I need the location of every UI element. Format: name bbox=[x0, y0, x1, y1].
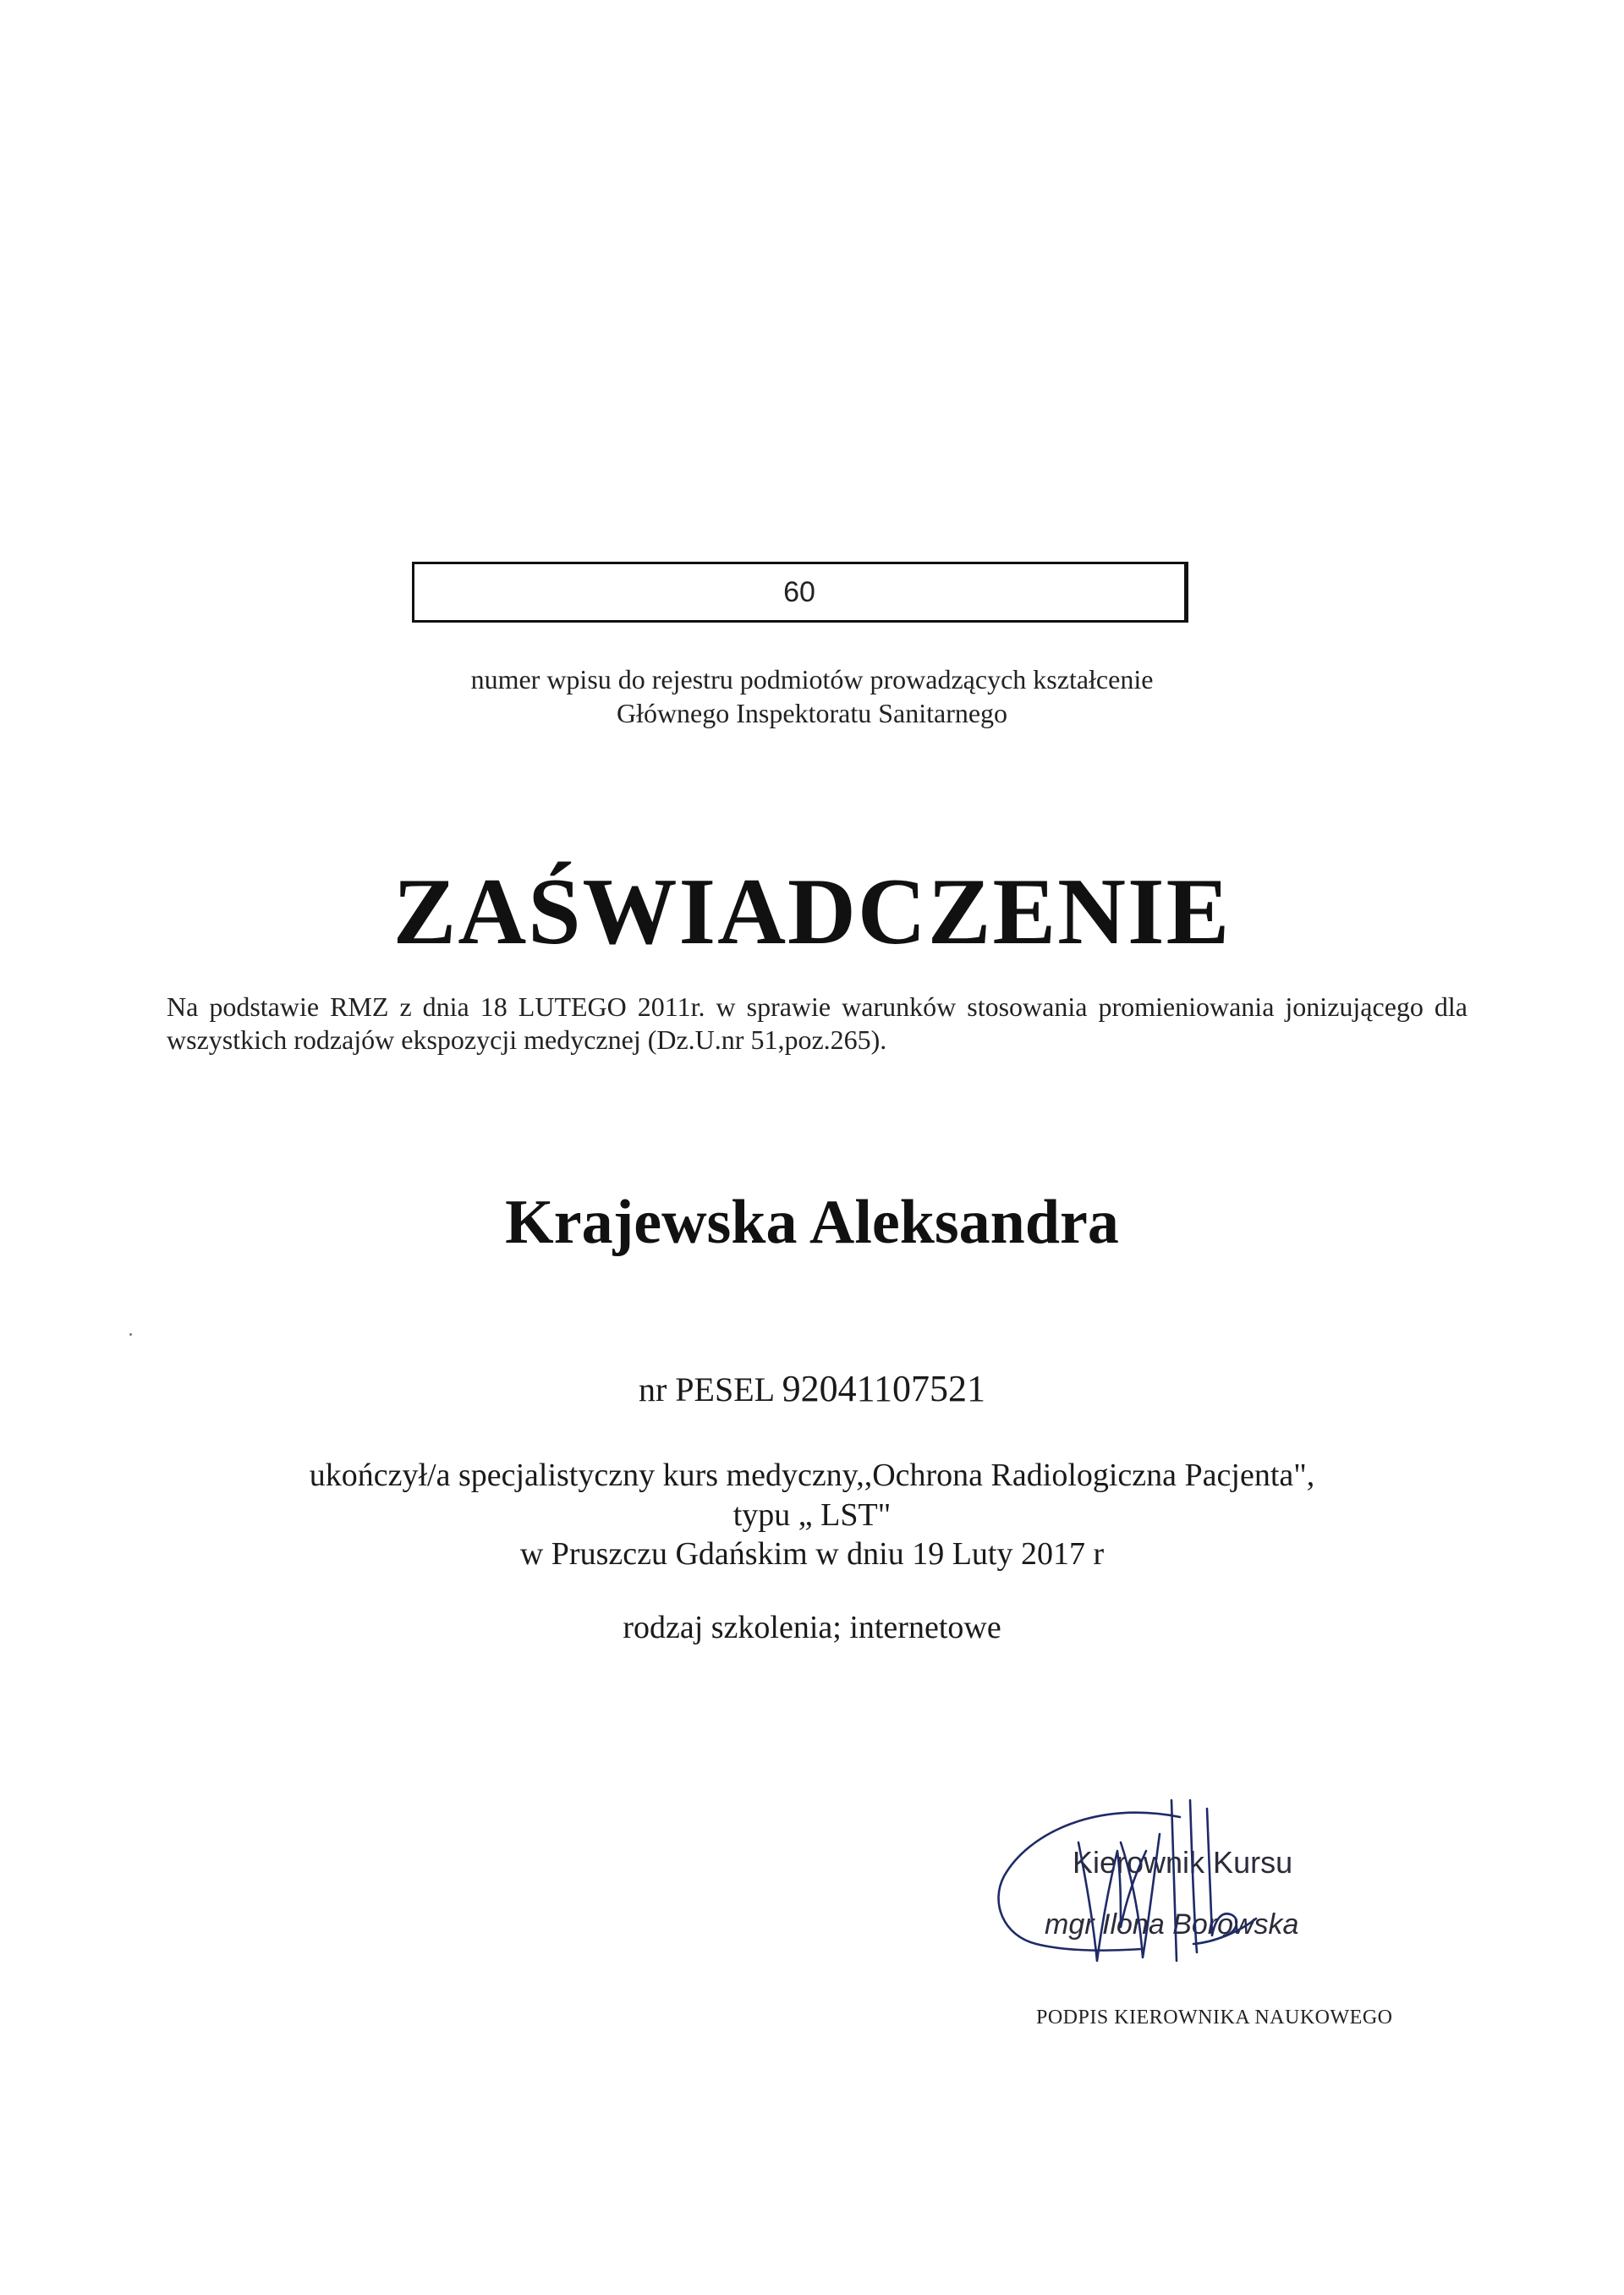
course-line1: ukończył/a specjalistyczny kurs medyczny,,Ochrona Radiologiczna Pacjenta", bbox=[309, 1458, 1315, 1493]
legal-basis-line1: Na podstawie RMZ z dnia 18 LUTEGO 2011r. w sprawie warunków stosowania promieniowania jonizującego dla bbox=[167, 991, 1468, 1022]
register-number: 60 bbox=[783, 575, 815, 608]
signature-stroke-5 bbox=[1207, 1809, 1237, 1935]
person-name: Krajewska Aleksandra bbox=[505, 1188, 1119, 1257]
register-number-box bbox=[412, 562, 1188, 623]
signature-stroke-3 bbox=[1171, 1800, 1177, 1961]
signature-stroke-2 bbox=[1121, 1834, 1160, 1957]
signature-scribble bbox=[994, 1783, 1332, 1986]
legal-basis-line2: wszystkich rodzajów ekspozycji medycznej (Dz.U.nr 51,poz.265). bbox=[167, 1024, 887, 1055]
document-title: ZAŚWIADCZENIE bbox=[392, 859, 1232, 964]
scan-speck bbox=[129, 1333, 132, 1336]
register-caption-line1: numer wpisu do rejestru podmiotów prowadzących kształcenie bbox=[470, 664, 1154, 695]
stamp-role: Kierownik Kursu bbox=[1073, 1845, 1293, 1880]
signature-stroke-6 bbox=[1193, 1919, 1256, 1944]
course-line2: typu „ LST" bbox=[732, 1497, 892, 1533]
pesel-number: 92041107521 bbox=[782, 1368, 985, 1409]
pesel-label: nr PESEL bbox=[638, 1370, 774, 1408]
stamp-person: mgr Ilona Borowska bbox=[1045, 1908, 1299, 1941]
pesel-line bbox=[0, 1369, 1624, 1410]
signature-caption: PODPIS KIEROWNIKA NAUKOWEGO bbox=[1036, 2007, 1393, 2029]
signature-stroke-4 bbox=[1190, 1800, 1197, 1952]
training-type: rodzaj szkolenia; internetowe bbox=[623, 1610, 1001, 1645]
register-caption-line2: Głównego Inspektoratu Sanitarnego bbox=[616, 698, 1008, 728]
course-line3: w Pruszczu Gdańskim w dniu 19 Luty 2017 r bbox=[519, 1536, 1105, 1572]
